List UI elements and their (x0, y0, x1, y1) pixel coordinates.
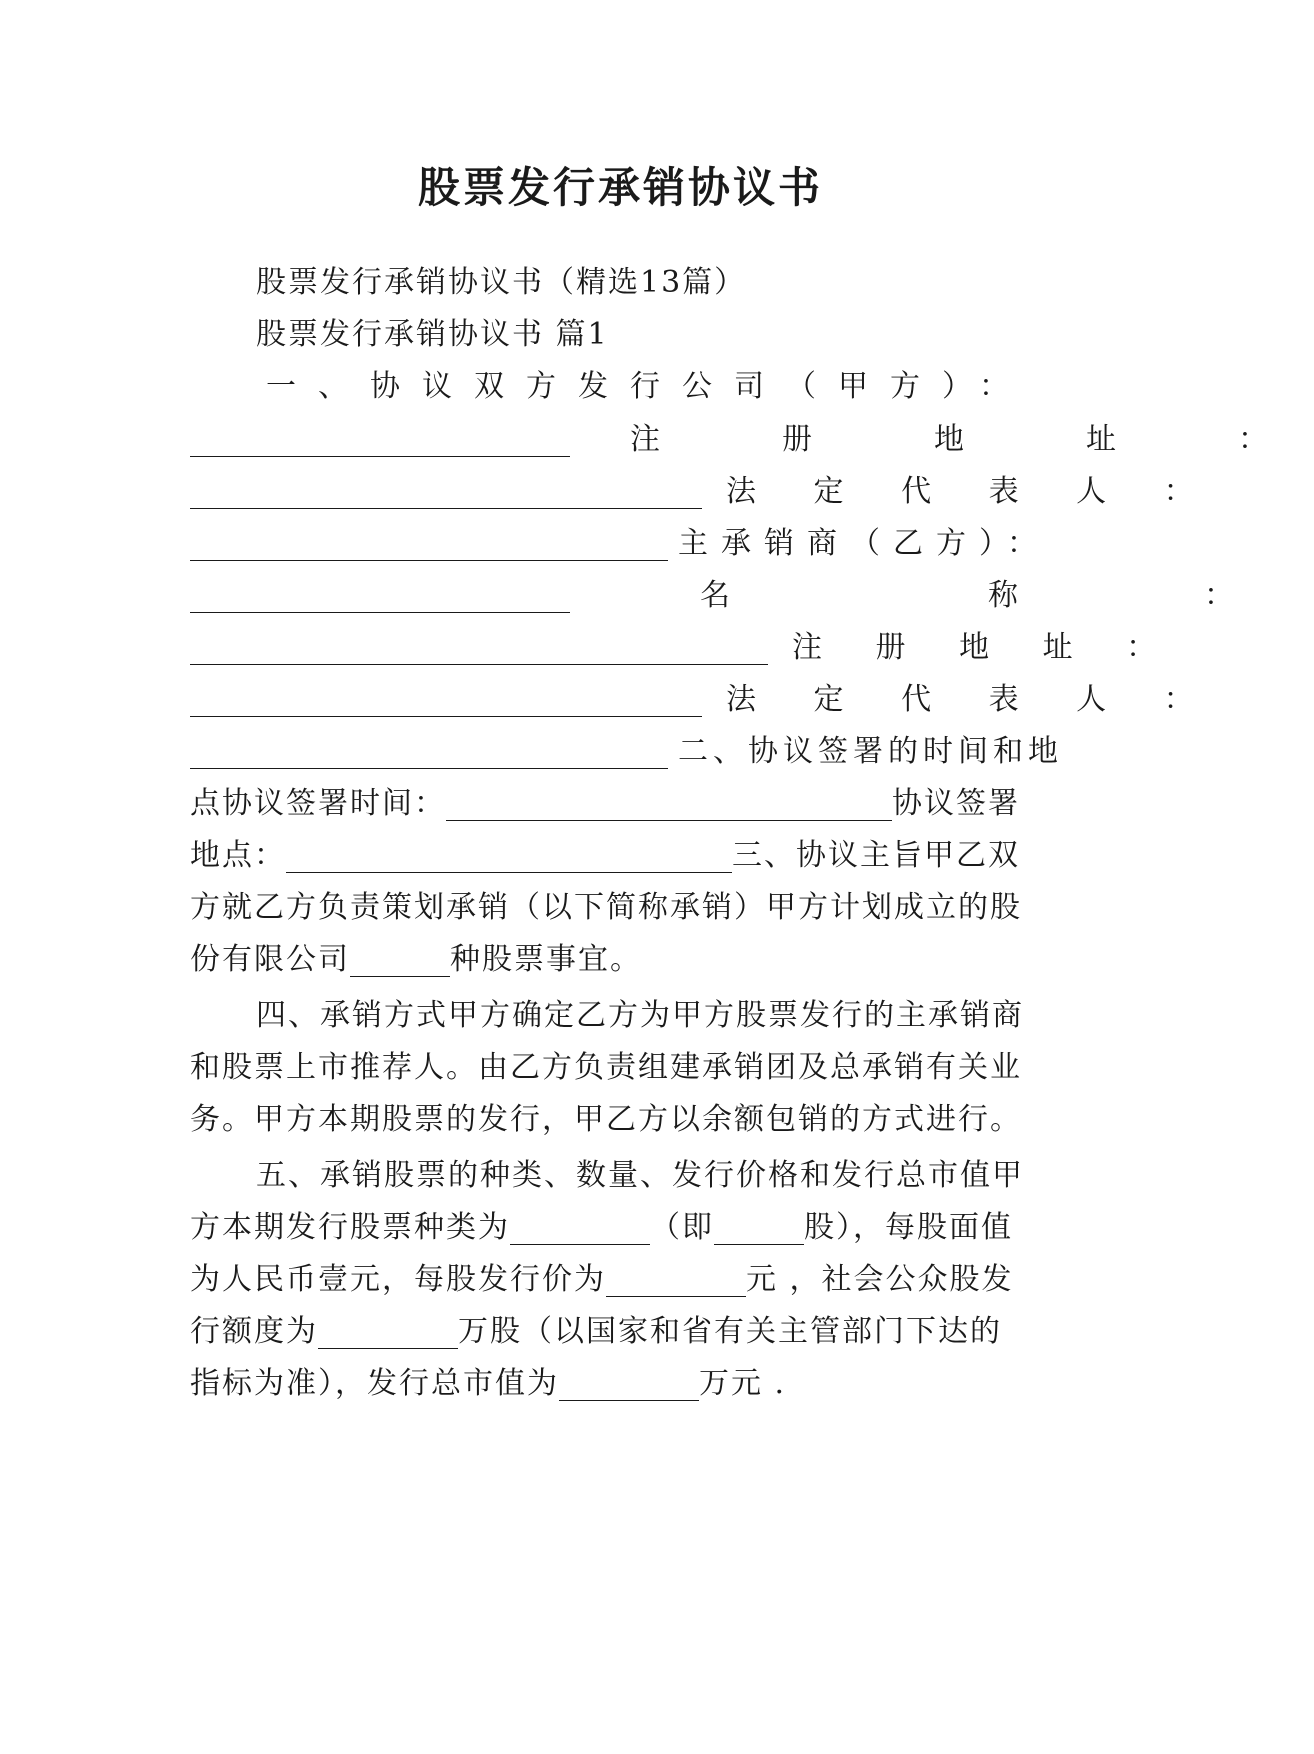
signing-place-label-start: 协议签署 (892, 786, 1020, 821)
signing-heading: 二、协议签署的时间和地 (678, 734, 1063, 769)
method-paragraph-line-2: 和股票上市推荐人。由乙方负责组建承销团及总承销有关业 (190, 1050, 1022, 1085)
method-paragraph-line-3: 务。甲方本期股票的发行，甲乙方以余额包销的方式进行。 (190, 1102, 1022, 1137)
signing-heading-row (190, 723, 1063, 781)
purpose-text-2-row (190, 931, 1050, 989)
signing-place-label-end: 地点： (190, 838, 286, 873)
underwriter-rep-blank (190, 734, 668, 769)
parties-heading (190, 358, 1050, 416)
shares-paragraph-line-2 (190, 1199, 1050, 1257)
issuer-name-blank (190, 422, 570, 457)
share-category-alias-label: （即 (650, 1210, 714, 1245)
underwriter-blank (190, 578, 570, 613)
shares-paragraph-line-3 (190, 1251, 1050, 1309)
purpose-text-1: 方就乙方负责策划承销（以下简称承销）甲方计划成立的股 (190, 890, 1022, 925)
document-title: 股票发行承销协议书 (417, 163, 823, 212)
underwriter-name-row (190, 567, 1276, 625)
parties-heading-text: 一、协议双方发行公司（甲方）： (266, 369, 1031, 404)
purpose-text-3: 种股票事宜。 (450, 942, 642, 977)
underwriter-rep-row (190, 671, 1218, 729)
share-type-blank (350, 942, 450, 977)
underwriter-row (190, 515, 1050, 573)
underwriter-address-blank (190, 682, 702, 717)
issuer-address-row (190, 411, 1314, 469)
total-value-blank (559, 1366, 699, 1401)
signing-time-label: 点协议签署时间： (190, 786, 446, 821)
shares-paragraph-line-5 (190, 1355, 1050, 1413)
document-subtitle: 股票发行承销协议书（精选13篇） (256, 265, 747, 300)
par-value-label: 股），每股面值 (804, 1210, 1013, 1245)
underwriter-name-label: 名 称 ： (700, 578, 1276, 613)
total-value-unit: 万元 . (699, 1366, 787, 1401)
share-category-blank (510, 1210, 650, 1245)
purpose-text-2: 份有限公司 (190, 942, 350, 977)
method-paragraph-line-1: 四、承销方式甲方确定乙方为甲方股票发行的主承销商 (256, 998, 1024, 1033)
signing-time-blank (446, 786, 892, 821)
issue-quota-blank (318, 1314, 458, 1349)
issuer-address-label: 注 册 地 址 ： (630, 422, 1314, 457)
share-category-label: 方本期发行股票种类为 (190, 1210, 510, 1245)
issue-price-label: 为人民币壹元，每股发行价为 (190, 1262, 606, 1297)
issuer-rep-row (190, 463, 1218, 521)
total-value-label: 指标为准），发行总市值为 (190, 1366, 559, 1401)
purpose-heading: 三、协议主旨甲乙双 (732, 838, 1020, 873)
issuer-address-blank (190, 474, 702, 509)
section-heading: 股票发行承销协议书 篇1 (256, 317, 609, 352)
signing-place-blank (286, 838, 732, 873)
underwriter-label: 主承销商（乙方）： (678, 526, 1050, 561)
issue-quota-label: 行额度为 (190, 1314, 318, 1349)
issue-quota-note: 万股（以国家和省有关主管部门下达的 (458, 1314, 1002, 1349)
public-shares-label: 元 ，社会公众股发 (746, 1262, 1014, 1297)
issue-price-blank (606, 1262, 746, 1297)
shares-paragraph-line-1: 五、承销股票的种类、数量、发行价格和发行总市值甲 (256, 1158, 1024, 1193)
underwriter-address-label: 注 册 地 址 ： (792, 630, 1179, 665)
signing-time-row (190, 775, 1050, 833)
underwriter-rep-label: 法 定 代 表 人 ： (726, 682, 1218, 717)
shares-paragraph-line-4 (190, 1303, 1050, 1361)
underwriter-name-blank (190, 630, 768, 665)
underwriter-address-row (190, 619, 1179, 677)
issuer-rep-blank (190, 526, 668, 561)
issuer-rep-label: 法 定 代 表 人 ： (726, 474, 1218, 509)
signing-place-row (190, 827, 1050, 885)
share-category-alias-blank (714, 1210, 804, 1245)
